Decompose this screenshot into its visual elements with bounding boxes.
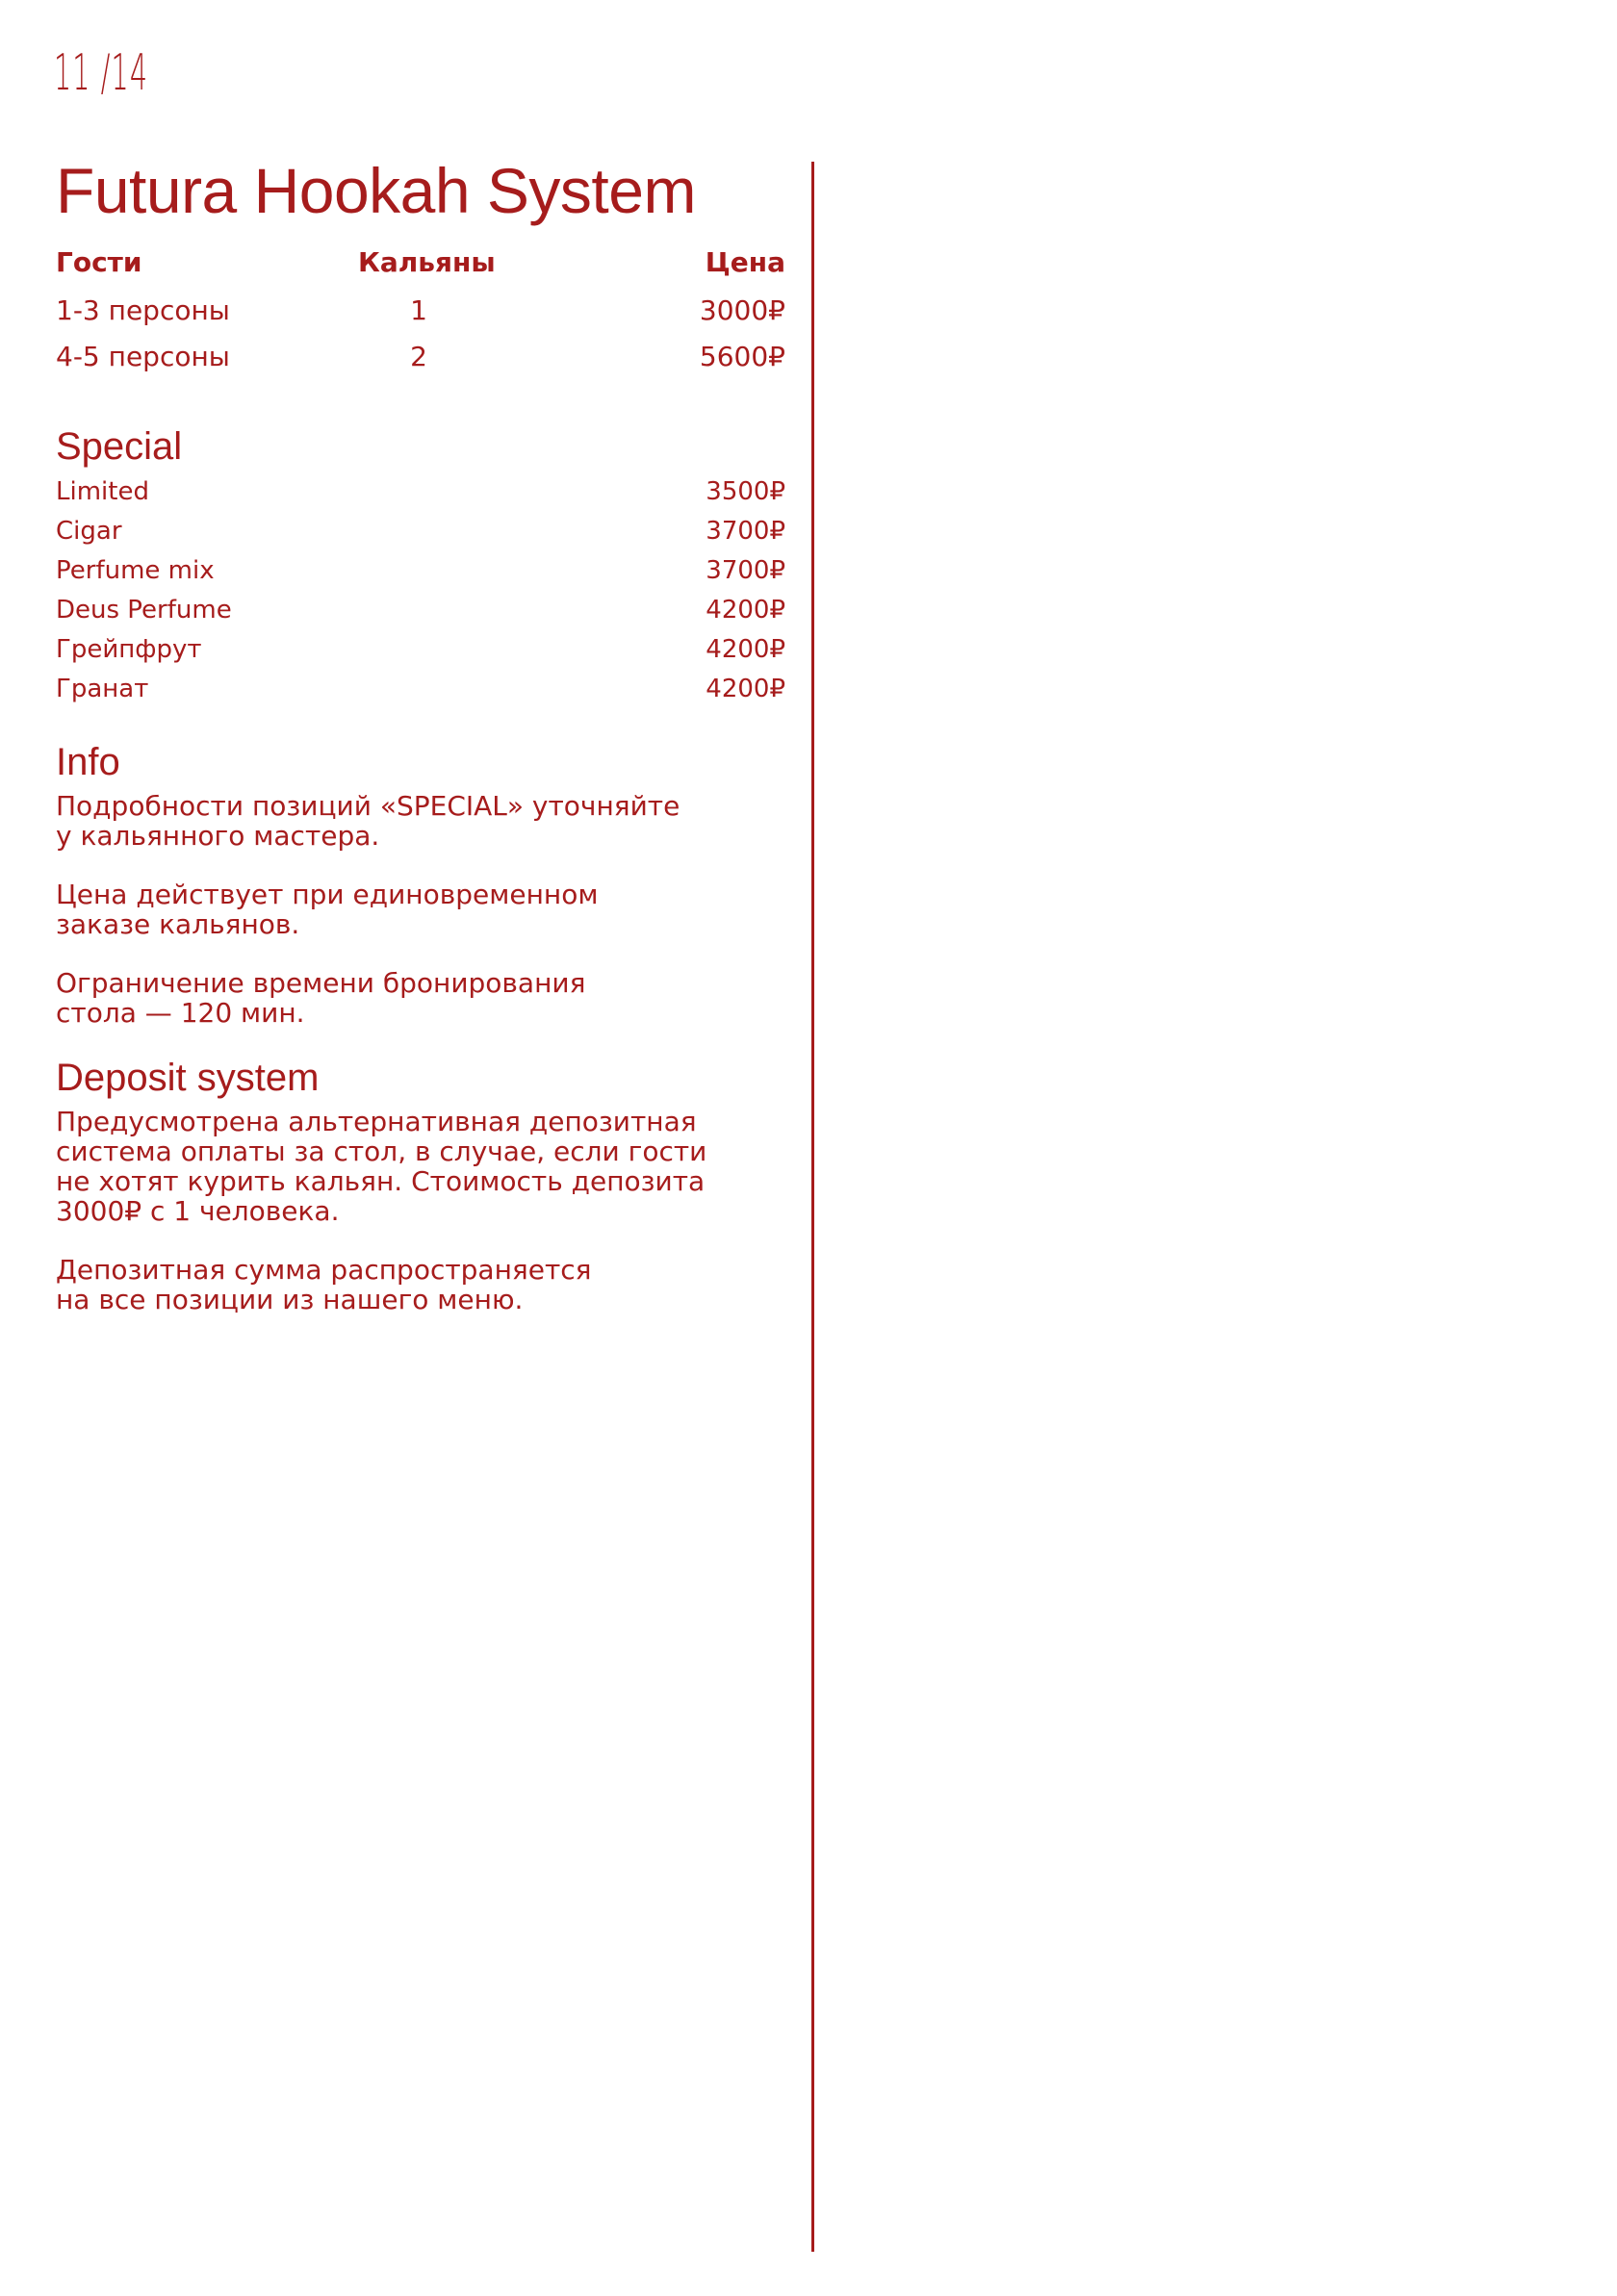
special-item-price: 4200₽ — [706, 675, 785, 703]
pricing-table — [56, 246, 785, 387]
pricing-row — [56, 341, 785, 387]
deposit-section-title: Deposit system — [56, 1057, 320, 1099]
special-item-name: Deus Perfume — [56, 596, 232, 625]
special-item-name: Perfume mix — [56, 556, 215, 585]
header-price: Цена — [705, 246, 785, 278]
pricing-hookahs: 1 — [410, 294, 427, 326]
menu-content — [56, 152, 785, 1343]
special-list — [56, 477, 785, 714]
info-paragraph: Подробности позиций «SPECIAL» уточняйте у кальянного мастера. — [56, 790, 680, 852]
pricing-row — [56, 294, 785, 341]
special-item-price: 4200₽ — [706, 596, 785, 625]
deposit-paragraph: Депозитная сумма распространяется на все позиции из нашего меню. — [56, 1254, 592, 1315]
deposit-block — [56, 1107, 785, 1314]
pricing-header-row — [56, 246, 785, 294]
special-item — [56, 517, 785, 556]
special-item-price: 4200₽ — [706, 635, 785, 664]
special-item-price: 3700₽ — [706, 517, 785, 546]
pricing-guests: 4-5 персоны — [56, 341, 230, 372]
special-item-name: Cigar — [56, 517, 122, 546]
pricing-guests: 1-3 персоны — [56, 294, 230, 326]
special-section-title: Special — [56, 425, 183, 468]
special-item — [56, 635, 785, 675]
header-guests: Гости — [56, 246, 142, 278]
special-item-name: Гранат — [56, 675, 149, 703]
header-hookahs: Кальяны — [358, 246, 496, 278]
pricing-price: 5600₽ — [699, 341, 785, 372]
special-item-price: 3700₽ — [706, 556, 785, 585]
special-item — [56, 675, 785, 714]
pricing-hookahs: 2 — [410, 341, 427, 372]
special-item — [56, 596, 785, 635]
deposit-paragraph: Предусмотрена альтернативная депозитная система оплаты за стол, в случае, если гости не хотят курить кальян. Стоимость депозита 3000₽ с 1 человека. — [56, 1106, 707, 1227]
vertical-divider — [811, 162, 814, 2252]
info-section-title: Info — [56, 741, 120, 783]
special-item-name: Грейпфрут — [56, 635, 202, 664]
info-paragraph: Цена действует при единовременном заказе кальянов. — [56, 879, 599, 940]
special-item — [56, 477, 785, 517]
page-title: Futura Hookah System — [56, 155, 696, 226]
info-block — [56, 791, 785, 1028]
pricing-price: 3000₽ — [699, 294, 785, 326]
info-paragraph: Ограничение времени бронирования стола — 120 мин. — [56, 967, 586, 1029]
page-number: 11 /14 — [54, 44, 149, 102]
special-item-name: Limited — [56, 477, 149, 506]
special-item-price: 3500₽ — [706, 477, 785, 506]
special-item — [56, 556, 785, 596]
